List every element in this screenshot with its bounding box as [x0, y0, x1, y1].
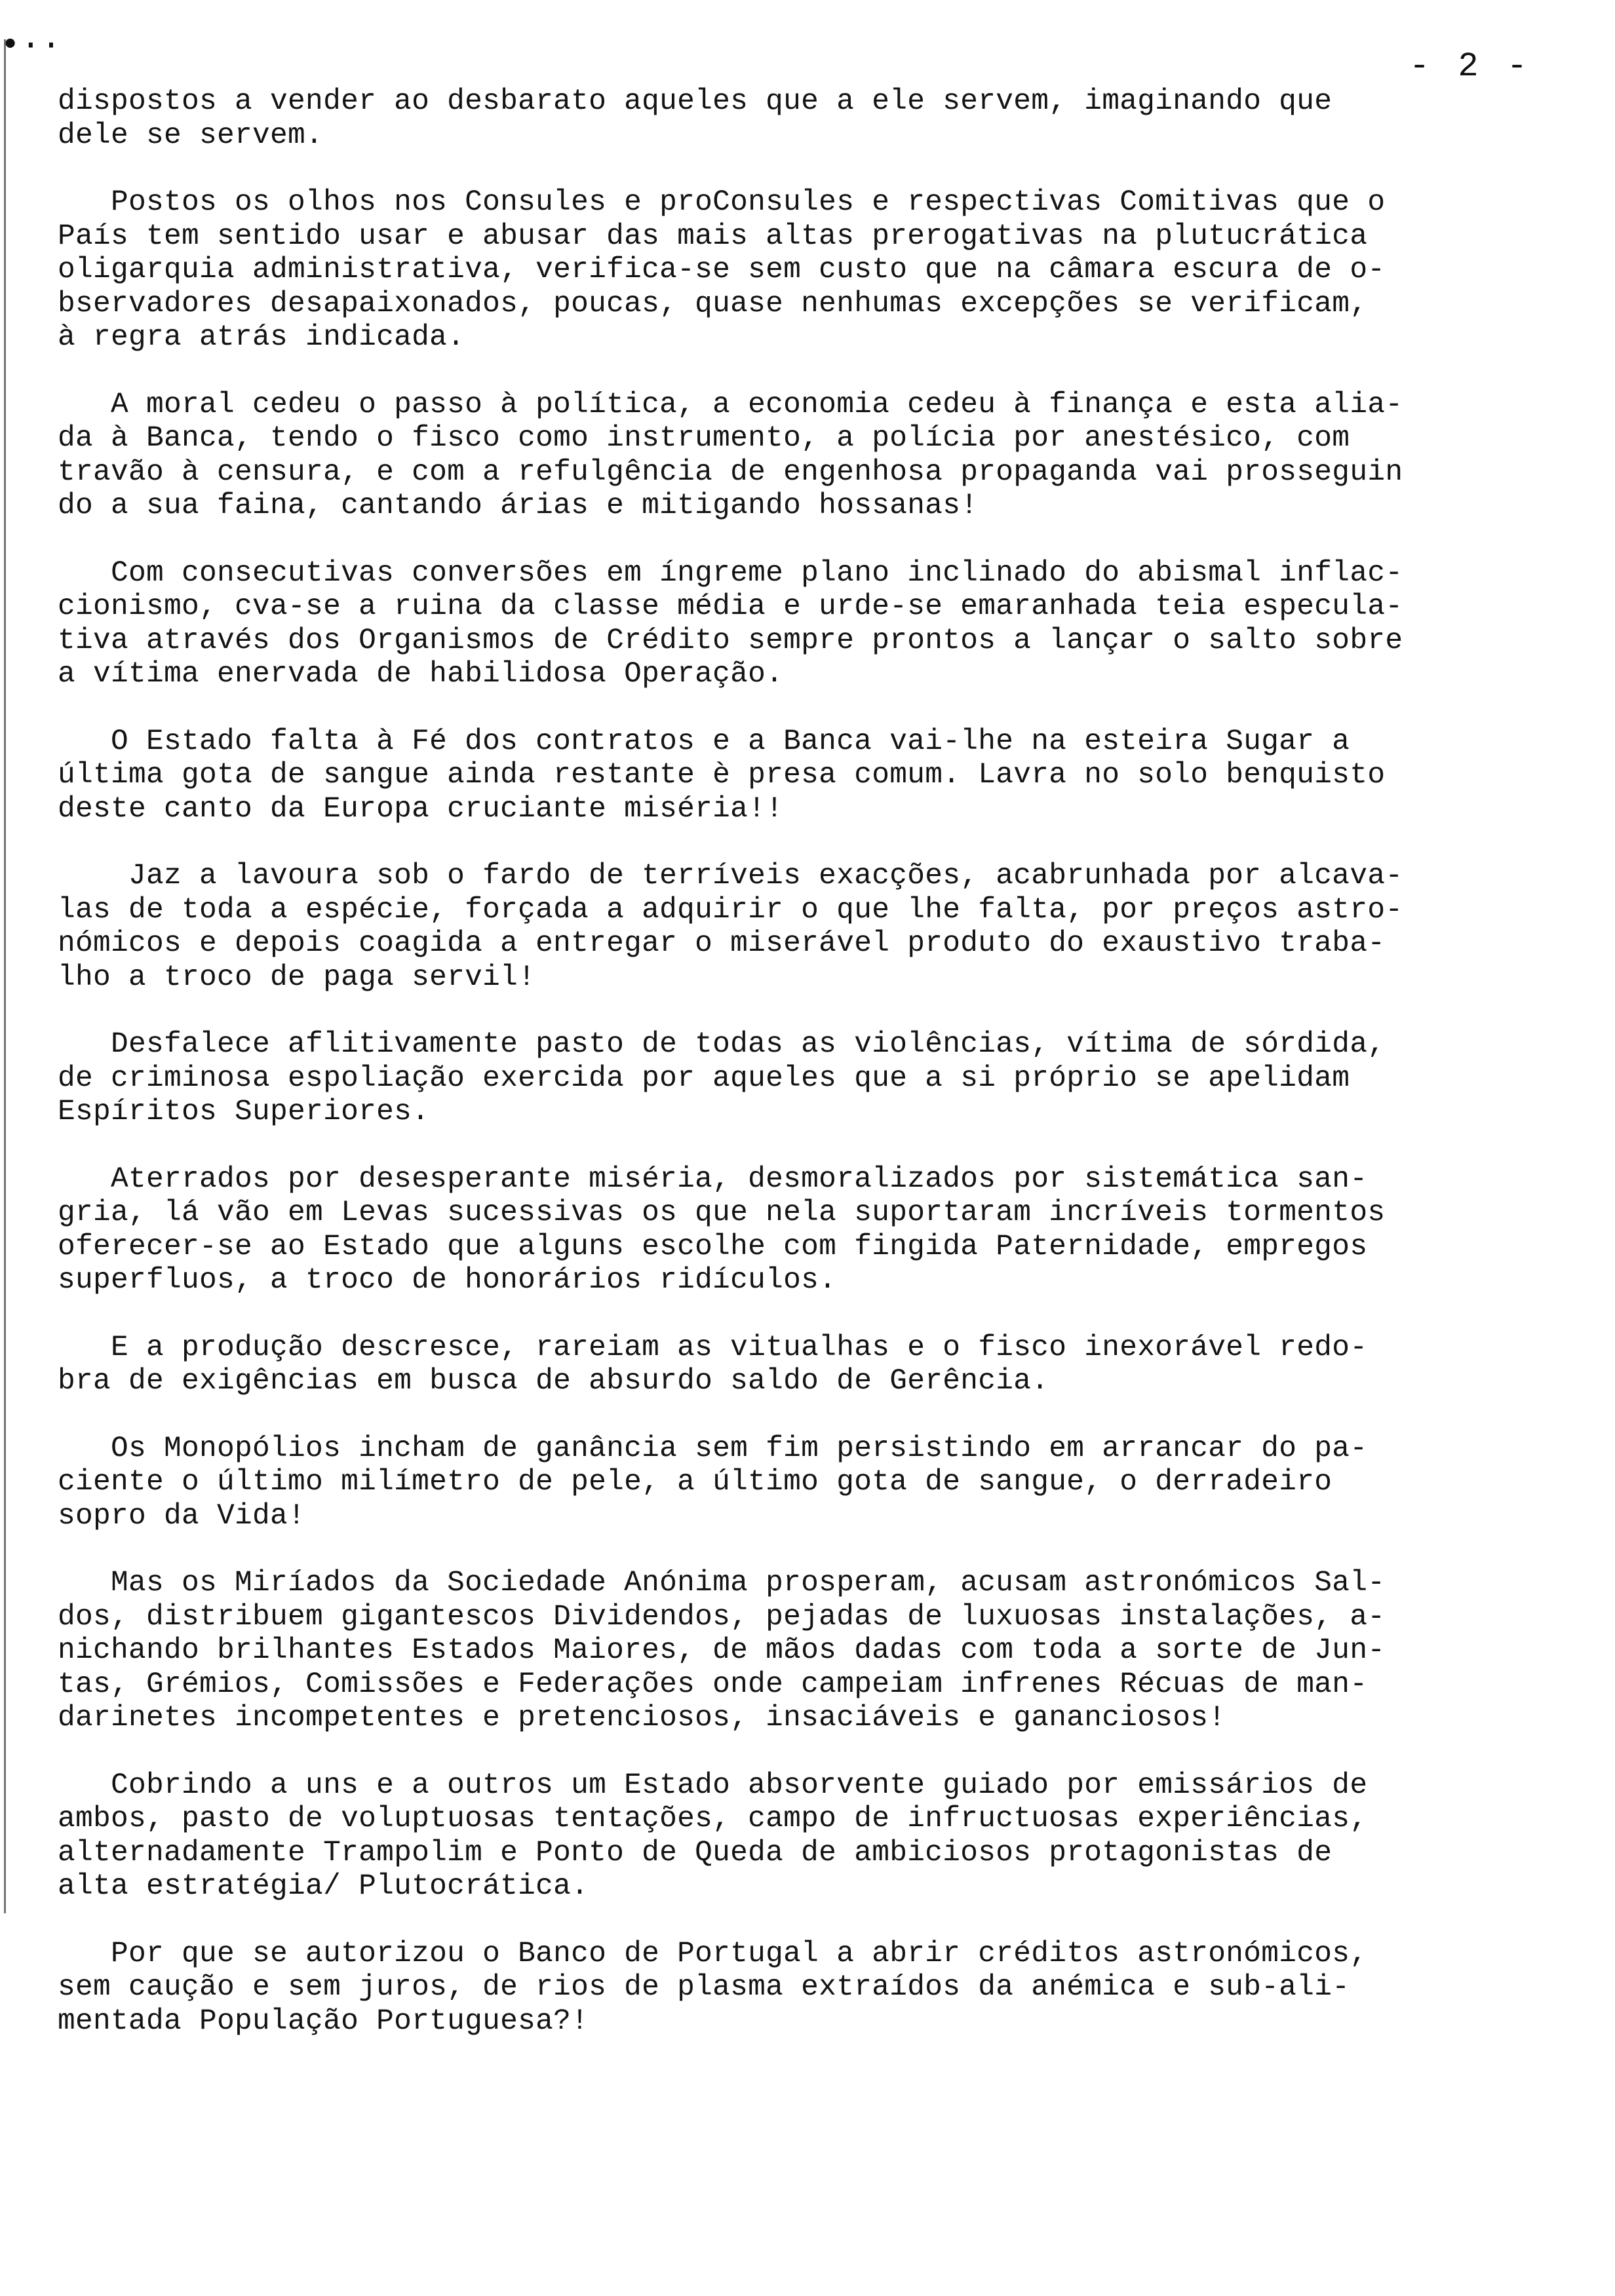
text-line: E a produção descresce, rareiam as vitualhas e o fisco inexorável redo- [58, 1331, 1368, 1364]
paragraph-7 [58, 1028, 1565, 1130]
paragraph-12 [58, 1769, 1565, 1904]
text-line: sopro da Vida! [58, 1499, 306, 1533]
paragraph-13 [58, 1938, 1565, 2039]
text-line: bservadores desapaixonados, poucas, quase nenhumas excepções se verificam, [58, 287, 1368, 320]
text-line: Os Monopólios incham de ganância sem fim persistindo em arrancar do pa- [58, 1432, 1368, 1465]
text-line: sem caução e sem juros, de rios de plasma extraídos da anémica e sub-ali- [58, 1971, 1350, 2004]
paragraph-3 [58, 389, 1565, 524]
text-line: dos, distribuem gigantescos Dividendos, pejadas de luxuosas instalações, a- [58, 1600, 1386, 1634]
text-line: Cobrindo a uns e a outros um Estado absorvente guiado por emissários de [58, 1769, 1368, 1802]
text-line: gria, lá vão em Levas sucessivas os que nela suportaram incríveis tormentos [58, 1196, 1386, 1229]
text-line: Mas os Miríados da Sociedade Anónima prosperam, acusam astronómicos Sal- [58, 1567, 1386, 1599]
paragraph-6 [58, 860, 1565, 995]
paragraph-11 [58, 1567, 1565, 1736]
paragraph-5 [58, 725, 1565, 827]
text-line: Postos os olhos nos Consules e proConsules e respectivas Comitivas que o [58, 186, 1386, 219]
text-line: Espíritos Superiores. [58, 1096, 430, 1128]
text-line: Desfalece aflitivamente pasto de todas as violências, vítima de sórdida, [58, 1028, 1386, 1061]
text-line: A moral cedeu o passo à política, a economia cedeu à finança e esta alia- [58, 388, 1403, 421]
text-line: tas, Grémios, Comissões e Federações onde campeiam infrenes Récuas de man- [58, 1668, 1368, 1701]
text-line: oferecer-se ao Estado que alguns escolhe com fingida Paternidade, empregos [58, 1230, 1368, 1263]
text-line: deste canto da Europa cruciante miséria!! [58, 792, 784, 826]
text-line: mentada População Portuguesa?! [58, 2004, 589, 2038]
corner-mark: •·· [0, 26, 62, 65]
text-line: darinetes incompetentes e pretenciosos, insaciáveis e gananciosos! [58, 1702, 1226, 1734]
text-line: alternadamente Trampolim e Ponto de Queda de ambiciosos protagonistas de [58, 1836, 1333, 1869]
text-line: nichando brilhantes Estados Maiores, de mãos dadas com toda a sorte de Jun- [58, 1634, 1386, 1667]
paragraph-9 [58, 1331, 1565, 1399]
text-line: ambos, pasto de voluptuosas tentações, campo de infructuosas experiências, [58, 1803, 1368, 1835]
text-line: Com consecutivas conversões em íngreme plano inclinado do abismal inflac- [58, 556, 1403, 590]
text-line: cionismo, cva-se a ruina da classe média e urde-se emaranhada teia especula- [58, 590, 1403, 623]
paragraph-4 [58, 557, 1565, 692]
page-number: - 2 - [1409, 47, 1532, 86]
text-line: da à Banca, tendo o fisco como instrumento, a polícia por anestésico, com [58, 422, 1350, 455]
text-line: travão à censura, e com a refulgência de engenhosa propaganda vai prosseguin [58, 455, 1403, 489]
text-line: alta estratégia/ Plutocrática. [58, 1870, 589, 1903]
text-line: oligarquia administrativa, verifica-se sem custo que na câmara escura de o- [58, 254, 1386, 286]
text-line: do a sua faina, cantando árias e mitigando hossanas! [58, 489, 979, 522]
text-line: superfluos, a troco de honorários ridículos. [58, 1264, 837, 1297]
paragraph-2 [58, 186, 1565, 355]
text-line: última gota de sangue ainda restante è presa comum. Lavra no solo benquisto [58, 759, 1386, 792]
text-line: dele se servem. [58, 119, 324, 152]
text-line: Aterrados por desesperante miséria, desmoralizados por sistemática san- [58, 1162, 1368, 1196]
text-line: las de toda a espécie, forçada a adquirir o que lhe falta, por preços astro- [58, 893, 1403, 927]
text-line: País tem sentido usar e abusar das mais altas prerogativas na plutucrática [58, 220, 1368, 253]
text-line: ciente o último milímetro de pele, a último gota de sangue, o derradeiro [58, 1466, 1333, 1499]
paragraph-10 [58, 1432, 1565, 1534]
text-line: à regra atrás indicada. [58, 321, 465, 354]
text-line: nómicos e depois coagida a entregar o miserável produto do exaustivo traba- [58, 927, 1386, 960]
left-margin-rule [4, 39, 6, 1913]
text-line: lho a troco de paga servil! [58, 961, 536, 994]
document-body [58, 85, 1565, 2072]
paragraph-1 [58, 85, 1565, 153]
text-line: Por que se autorizou o Banco de Portugal a abrir créditos astronómicos, [58, 1937, 1368, 1970]
text-line: a vítima enervada de habilidosa Operação. [58, 658, 784, 691]
text-line: O Estado falta à Fé dos contratos e a Banca vai-lhe na esteira Sugar a [58, 725, 1350, 758]
text-line: dispostos a vender ao desbarato aqueles que a ele servem, imaginando que [58, 85, 1333, 118]
paragraph-8 [58, 1163, 1565, 1298]
text-line: Jaz a lavoura sob o fardo de terríveis exacções, acabrunhada por alcava- [58, 860, 1403, 892]
text-line: tiva através dos Organismos de Crédito sempre prontos a lançar o salto sobre [58, 624, 1403, 657]
text-line: de criminosa espoliação exercida por aqueles que a si próprio se apelidam [58, 1062, 1350, 1095]
text-line: bra de exigências em busca de absurdo saldo de Gerência. [58, 1365, 1049, 1398]
